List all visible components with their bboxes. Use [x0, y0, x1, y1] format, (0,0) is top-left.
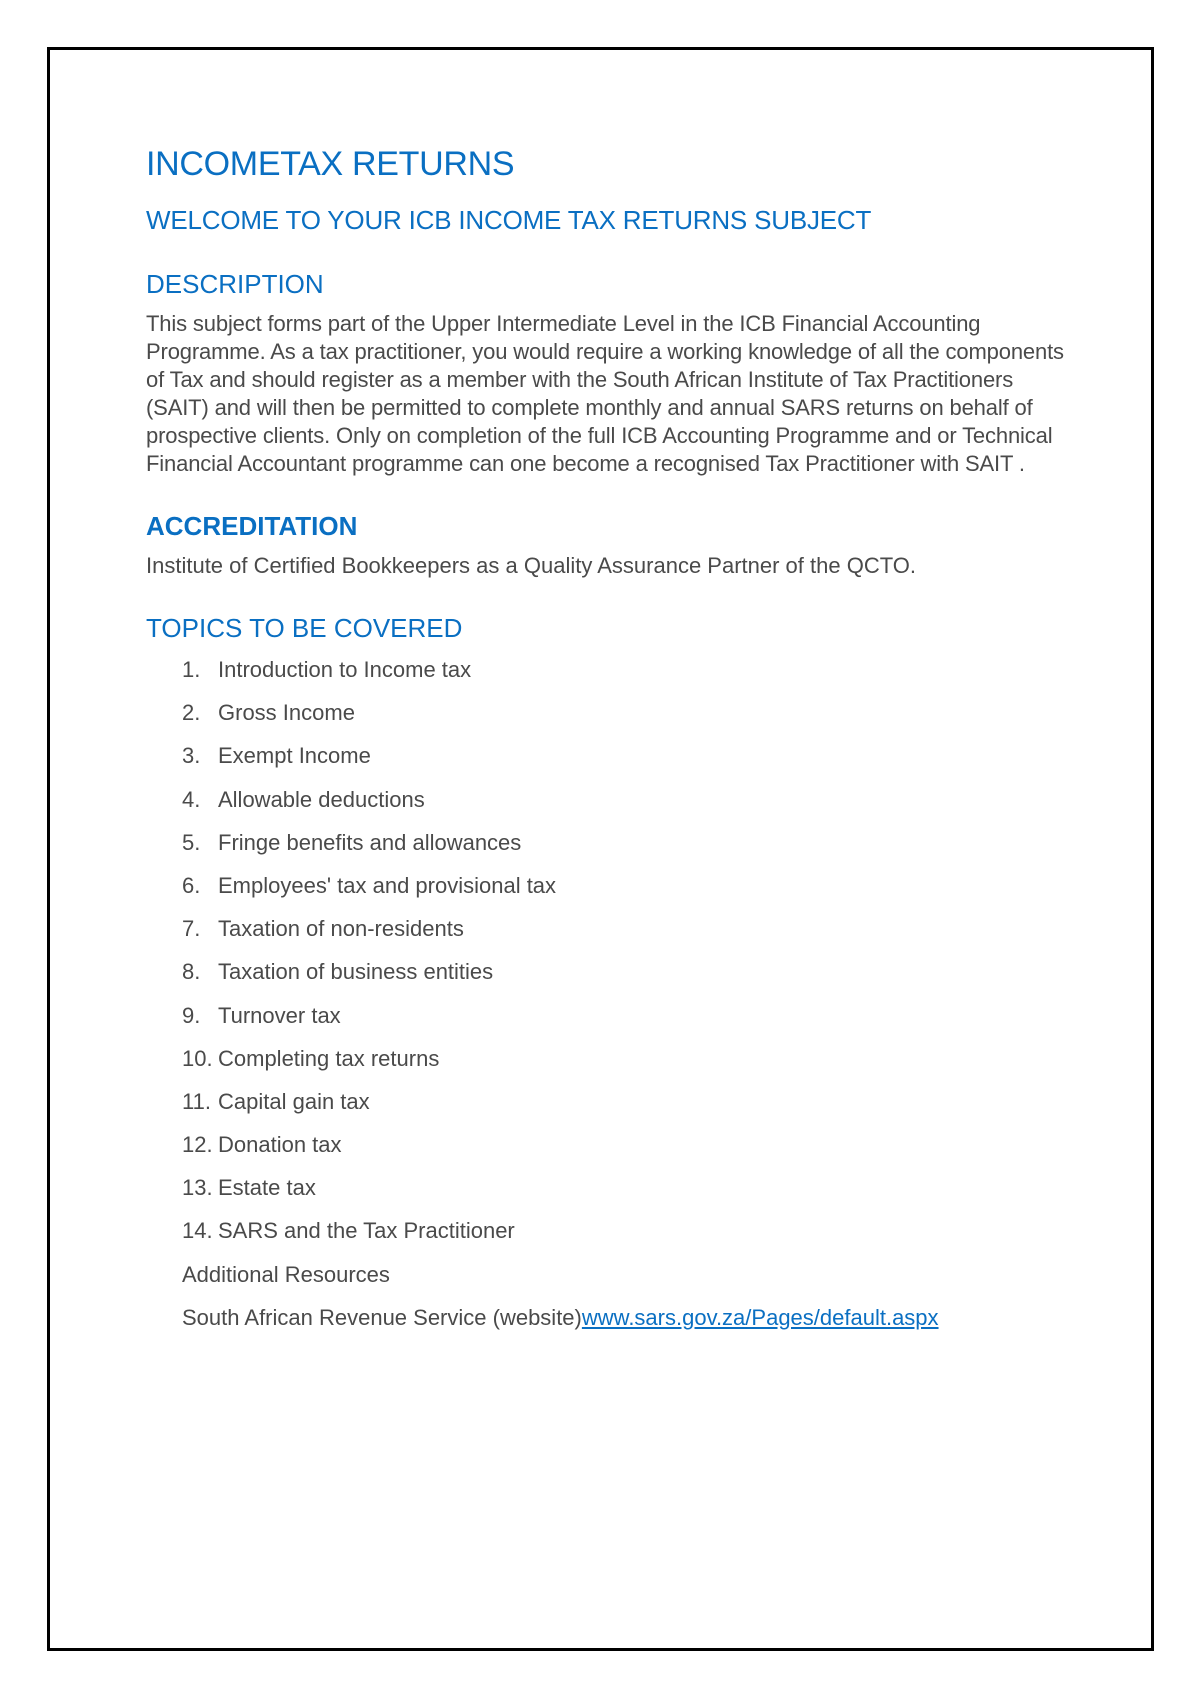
document-title: INCOMETAX RETURNS [146, 145, 515, 183]
topic-item [182, 1088, 1076, 1131]
topic-label: Taxation of business entities [218, 959, 494, 985]
topic-label: Donation tax [218, 1132, 342, 1158]
resource-label: South African Revenue Service (website) [182, 1304, 582, 1330]
topic-number: 9. [182, 1002, 201, 1028]
topic-item [182, 1131, 1076, 1174]
description-text: This subject forms part of the Upper Intermediate Level in the ICB Financial Accounting Programme. As a tax practitioner, you would require a working knowledge of all the components of Tax and should register as a member with the South African Institute of Tax Practitioners (SAIT) and will then be permitted to complete monthly and annual SARS returns on behalf of prospective clients. Only on completion of the full ICB Accounting Programme and or Technical Financial Accountant programme can one become a recognised Tax Practitioner with SAIT . [146, 311, 1064, 476]
additional-resources-heading: Additional Resources [182, 1261, 390, 1287]
topic-item [182, 1174, 1076, 1217]
topic-item [182, 742, 1076, 785]
accreditation-text: Institute of Certified Bookkeepers as a Quality Assurance Partner of the QCTO. [146, 553, 916, 578]
topic-label: Allowable deductions [218, 786, 425, 812]
topic-item [182, 872, 1076, 915]
resource-line [182, 1304, 1076, 1347]
topic-label: Introduction to Income tax [218, 657, 472, 682]
topic-label: Turnover tax [218, 1002, 341, 1028]
topic-label: Taxation of non-residents [218, 916, 464, 942]
topic-number: 8. [182, 959, 201, 985]
topic-label: Gross Income [218, 700, 355, 726]
topic-number: 13. [182, 1175, 213, 1201]
topic-number: 12. [182, 1132, 213, 1158]
topic-number: 3. [182, 743, 201, 769]
topic-number: 1. [182, 657, 201, 682]
topic-number: 10. [182, 1045, 213, 1071]
topic-number: 14. [182, 1218, 213, 1244]
topic-item [182, 786, 1076, 829]
topic-label: Estate tax [218, 1175, 316, 1201]
topic-item [182, 1045, 1076, 1088]
topic-number: 7. [182, 916, 201, 942]
topic-item [182, 958, 1076, 1001]
topic-item [182, 1002, 1076, 1045]
topic-number: 5. [182, 829, 201, 855]
topic-label: Exempt Income [218, 743, 371, 769]
document-body [146, 144, 1076, 1347]
topic-number: 11. [182, 1088, 211, 1114]
topic-number: 4. [182, 786, 201, 812]
topic-item [182, 656, 1076, 699]
topic-item [182, 699, 1076, 742]
topic-item [182, 915, 1076, 958]
topic-label: Completing tax returns [218, 1045, 440, 1071]
topic-label: Fringe benefits and allowances [218, 829, 522, 855]
topics-heading: TOPICS TO BE COVERED [146, 613, 463, 643]
topic-label: Employees' tax and provisional tax [218, 872, 557, 898]
document-subtitle: WELCOME TO YOUR ICB INCOME TAX RETURNS SUBJECT [146, 205, 872, 235]
topic-number: 2. [182, 700, 201, 726]
topics-list [182, 656, 1076, 1261]
topic-label: SARS and the Tax Practitioner [218, 1218, 515, 1244]
topic-label: Capital gain tax [218, 1088, 370, 1114]
description-heading: DESCRIPTION [146, 269, 324, 299]
accreditation-heading: ACCREDITATION [146, 511, 358, 541]
topic-number: 6. [182, 872, 201, 898]
topic-item [182, 829, 1076, 872]
topic-item [182, 1217, 1076, 1260]
sars-website-link[interactable]: www.sars.gov.za/Pages/default.aspx [581, 1304, 939, 1330]
